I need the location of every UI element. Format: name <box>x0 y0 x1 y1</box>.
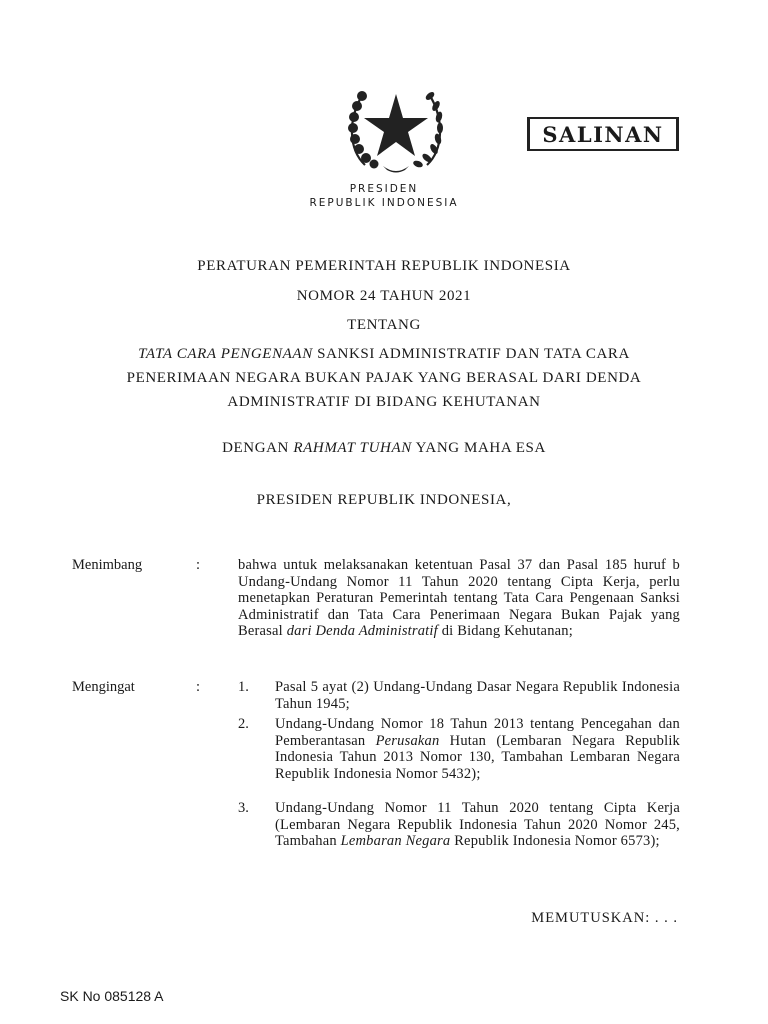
item-text-a: Undang-Undang Nomor 18 Tahun 2013 tentang Pencegahan dan Pemberantasan <box>275 716 680 749</box>
item-text-c: Hutan (Lembaran Negara Republik Indonesia Tahun 2013 Nomor 130, Tambahan Lembaran Negara Republik Indonesia Nomor 5432); <box>275 732 681 782</box>
regulation-title: PERATURAN PEMERINTAH REPUBLIK INDONESIA <box>197 258 571 274</box>
presidential-emblem-icon <box>343 80 449 176</box>
item-number: 2. <box>238 716 249 732</box>
mengingat-colon: : <box>196 679 201 695</box>
rahmat-line <box>0 440 768 457</box>
item-text <box>275 716 680 782</box>
subject-line-1-italic: TATA CARA PENGENAAN <box>138 346 313 362</box>
item-text-c: Republik Indonesia Nomor 6573); <box>454 833 660 849</box>
menimbang-text-a: bahwa untuk melaksanakan ketentuan Pasal 37 dan Pasal 185 huruf b Undang-Undang Nomor 11 Tahun 2020 tentang Cipta Kerja, perlu menetapkan Peraturan Pemerintah tentang Tata Cara Pengenaan Sanksi Administratif dan Tata Cara Penerimaan Negara Bukan Pajak yang Berasal <box>238 557 680 639</box>
menimbang-colon: : <box>196 557 201 573</box>
menimbang-text-b: dari Denda Administratif <box>286 623 438 639</box>
menimbang-text-c: di Bidang Kehutanan; <box>441 623 573 639</box>
item-text <box>275 679 680 712</box>
item-number: 3. <box>238 800 249 816</box>
item-number: 1. <box>238 679 249 695</box>
rahmat-b: RAHMAT TUHAN <box>293 440 412 456</box>
rahmat-c: YANG MAHA ESA <box>415 440 546 456</box>
menimbang-text <box>238 557 680 640</box>
header-republik-indonesia: REPUBLIK INDONESIA <box>309 197 459 209</box>
rahmat-a: DENGAN <box>222 440 289 456</box>
salinan-stamp: SALINAN <box>527 117 679 151</box>
president-line: PRESIDEN REPUBLIK INDONESIA, <box>256 492 512 508</box>
mengingat-label: Mengingat <box>72 679 135 695</box>
menimbang-label: Menimbang <box>72 557 143 573</box>
item-text-b: Lembaran Negara <box>340 833 451 849</box>
item-text-a: Undang-Undang Nomor 11 Tahun 2020 tentang Cipta Kerja (Lembaran Negara Republik Indonesia Tahun 2020 Nomor 245, Tambahan <box>275 800 680 849</box>
item-text-a: Pasal 5 ayat (2) Undang-Undang Dasar Negara Republik Indonesia Tahun 1945; <box>275 679 680 712</box>
header-presiden: PRESIDEN <box>349 183 419 195</box>
subject-line-1 <box>0 346 768 363</box>
regulation-number: NOMOR 24 TAHUN 2021 <box>296 288 472 304</box>
subject-line-3: ADMINISTRATIF DI BIDANG KEHUTANAN <box>227 394 541 410</box>
tentang-heading: TENTANG <box>347 317 421 333</box>
memutuskan-continuation: MEMUTUSKAN: . . . <box>531 910 678 926</box>
item-text-b: Perusakan <box>375 732 440 749</box>
item-text <box>275 800 680 850</box>
sk-number: SK No 085128 A <box>60 988 164 1004</box>
subject-line-1-rest: SANKSI ADMINISTRATIF DAN TATA CARA <box>317 346 630 362</box>
subject-line-2: PENERIMAAN NEGARA BUKAN PAJAK YANG BERASAL DARI DENDA <box>126 370 642 386</box>
